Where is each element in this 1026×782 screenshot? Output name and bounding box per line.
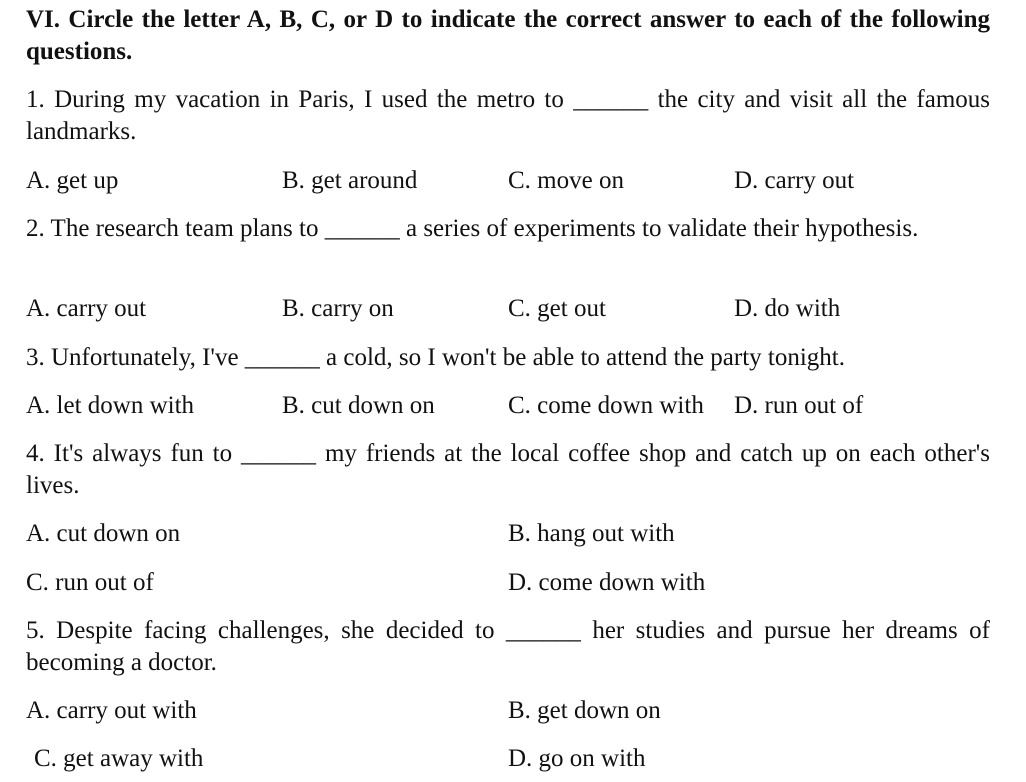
section-heading: VI. Circle the letter A, B, C, or D to indicate the correct answer to each of the following questions. <box>26 6 990 65</box>
question-1-text: 1. During my vacation in Paris, I used the metro to ______ the city and visit all the famous landmarks. <box>26 86 990 145</box>
option-d[interactable]: D. carry out <box>734 167 855 194</box>
option-d[interactable]: D. run out of <box>734 392 864 419</box>
question-2-text: 2. The research team plans to ______ a series of experiments to validate their hypothesis. <box>26 215 919 242</box>
option-a[interactable]: A. carry out <box>26 295 147 322</box>
question-5-text: 5. Despite facing challenges, she decided to ______ her studies and pursue her dreams of becoming a doctor. <box>26 617 990 676</box>
worksheet-page <box>26 0 990 772</box>
question-3-text: 3. Unfortunately, I've ______ a cold, so I won't be able to attend the party tonight. <box>26 344 845 371</box>
option-b[interactable]: B. cut down on <box>282 392 435 419</box>
option-c[interactable]: C. come down with <box>508 392 704 419</box>
option-d[interactable]: D. come down with <box>508 569 706 596</box>
option-c[interactable]: C. run out of <box>26 569 154 596</box>
option-d[interactable]: D. go on with <box>508 745 646 772</box>
option-c[interactable]: C. get away with <box>34 745 204 772</box>
option-c[interactable]: C. get out <box>508 295 606 322</box>
question-3-options <box>26 390 990 422</box>
option-b[interactable]: B. carry on <box>282 295 394 322</box>
option-a[interactable]: A. get up <box>26 167 119 194</box>
question-1-options <box>26 165 990 197</box>
question-4-options-row-1 <box>26 518 990 550</box>
option-b[interactable]: B. get around <box>282 167 418 194</box>
question-4-options-row-2 <box>26 567 990 599</box>
question-2-options <box>26 293 990 325</box>
option-b[interactable]: B. get down on <box>508 697 661 724</box>
option-d[interactable]: D. do with <box>734 295 841 322</box>
option-a[interactable]: A. let down with <box>26 392 195 419</box>
question-4-text: 4. It's always fun to ______ my friends at the local coffee shop and catch up on each other's lives. <box>26 440 990 499</box>
option-a[interactable]: A. carry out with <box>26 697 197 724</box>
option-a[interactable]: A. cut down on <box>26 520 181 547</box>
option-b[interactable]: B. hang out with <box>508 520 675 547</box>
question-5-options-row-2 <box>26 743 990 775</box>
option-c[interactable]: C. move on <box>508 167 624 194</box>
question-5-options-row-1 <box>26 695 990 727</box>
